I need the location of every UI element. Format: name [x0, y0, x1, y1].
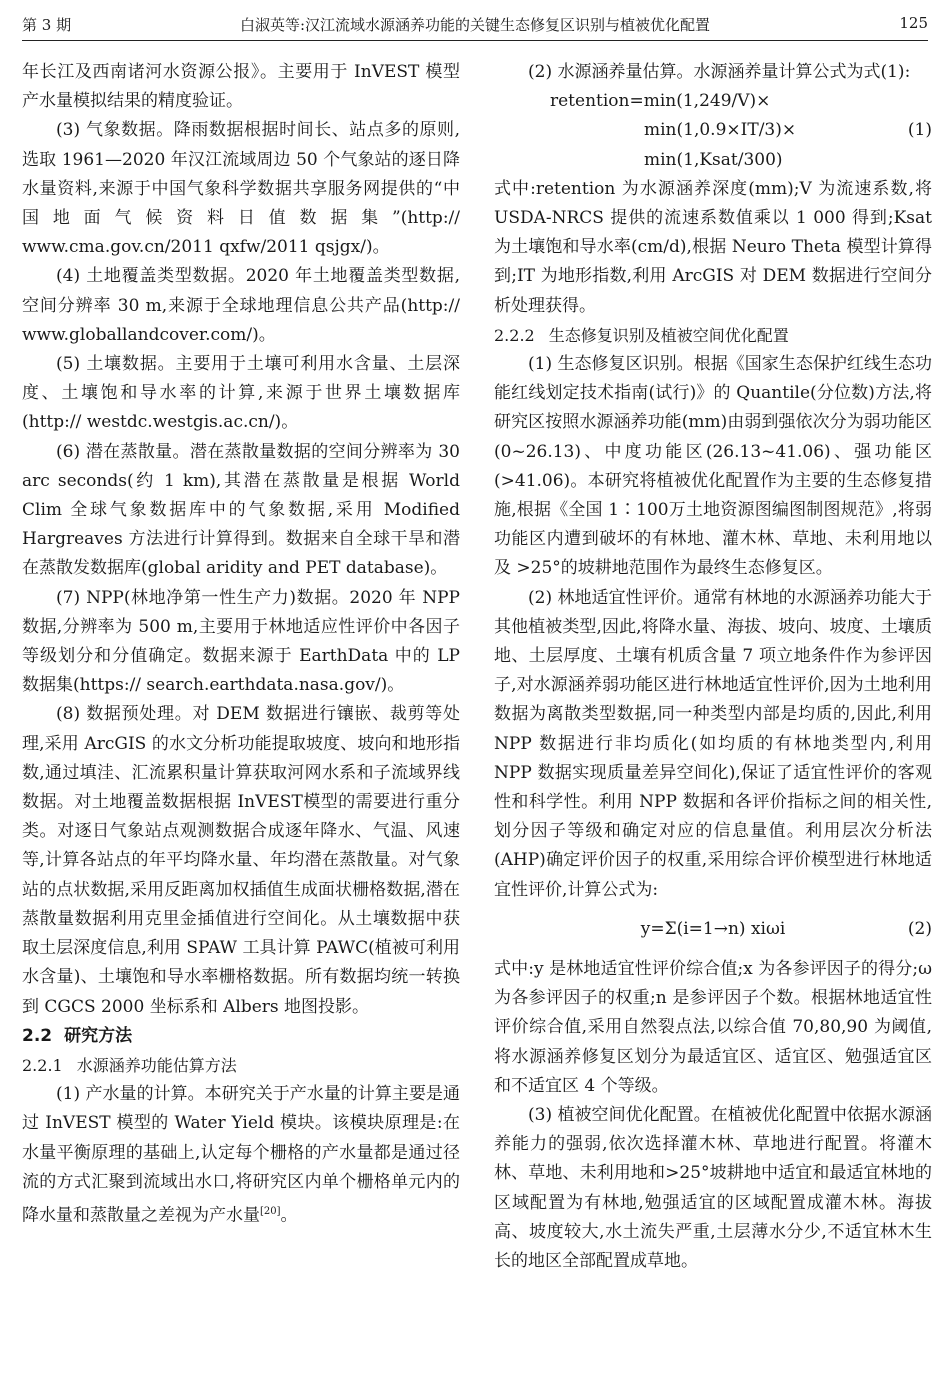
paragraph: (8) 数据预处理。对 DEM 数据进行镶嵌、裁剪等处理,采用 ArcGIS 的水文分析功能提取坡度、坡向和地形指数,通过填洼、汇流累积量计算获取河网水系和子流域界线数据。对土地覆盖数据根据 InVEST模型的需要进行重分类。对逐日气象站点观测数据合成逐年降水、气温、风速等,计算各站点的年平均降水量、年均潜在蒸散量。对气象站的点状数据,采用反距离加权插值生成面状栅格数据,潜在蒸散量数据利用克里金插值进行空间化。从土壤数据中获取土层深度信息,利用 SPAW 工具计算 PAWC(植被可利用水含量)、土壤饱和导水率栅格数据。所有数据均统一转换到 CGCS 2000 坐标系和 Albers 地图投影。 — [22, 704, 460, 1017]
subsection-number: 2.2.1 — [22, 1055, 63, 1075]
paragraph: 年长江及西南诸河水资源公报》。主要用于 InVEST 模型产水量模拟结果的精度验证。 — [22, 62, 460, 112]
section-number: 2.2 — [22, 1025, 53, 1046]
paragraph: (7) NPP(林地净第一性生产力)数据。2020 年 NPP 数据,分辨率为 500 m,主要用于林地适应性评价中各因子等级划分和分值确定。数据来源于 EarthData 中的 LP 数据集(https:// search.earthdata.nasa.gov/)。 — [22, 587, 460, 696]
paragraph: 式中:retention 为水源涵养深度(mm);V 为流速系数,将 USDA-NRCS 提供的流速系数值乘以 1 000 得到;Ksat 为土壤饱和导水率(cm/d),根据 Neuro Theta 模型计算得到;IT 为地形指数,利用 ArcGIS 对 DEM 数据进行空间分析处理获得。 — [494, 178, 932, 316]
equation-line: min(1,Ksat/300) — [644, 149, 783, 170]
right-column — [494, 58, 932, 1276]
paragraph: (1) 生态修复区识别。根据《国家生态保护红线生态功能红线划定技术指南(试行)》的 Quantile(分位数)方法,将研究区按照水源涵养功能(mm)由弱到强依次分为弱功能区(0~26.13)、中度功能区(26.13~41.06)、强功能区(>41.06)。本研究将植被优化配置作为主要的生态修复措施,根据《全国 1∶100万土地资源图编图制图规范》,将弱功能区内遭到破坏的有林地、灌木林、草地、未利用地以及 >25°的坡耕地范围作为最终生态修复区。 — [494, 354, 932, 579]
paragraph: 式中:y 是林地适宜性评价综合值;x 为各参评因子的得分;ω 为各参评因子的权重;n 是参评因子个数。根据林地适宜性评价综合值,采用自然裂点法,以综合值 70,80,90 为阈值,将水源涵养修复区划分为最适宜区、适宜区、勉强适宜区和不适宜区 4 个等级。 — [494, 958, 932, 1096]
running-title: 白淑英等:汉江流域水源涵养功能的关键生态修复区识别与植被优化配置 — [239, 16, 711, 34]
equation-1 — [494, 87, 932, 175]
equation-number: (2) — [907, 918, 932, 939]
paragraph: (5) 土壤数据。主要用于土壤可利用水含量、土层深度、土壤饱和导水率的计算,来源于世界土壤数据库(http:// westdc.westgis.ac.cn/)。 — [22, 354, 460, 433]
page-number: 125 — [899, 14, 928, 32]
equation-line: retention=min(1,249/V)× — [550, 91, 771, 112]
subsection-heading — [494, 321, 932, 350]
paragraph: (1) 产水量的计算。本研究关于产水量的计算主要是通过 InVEST 模型的 Water Yield 模块。该模块原理是:在水量平衡原理的基础上,认定每个栅格的产水量都是通过径流的方式汇聚到流域出水口,将研究区内单个栅格单元内的降水量和蒸散量之差视为产水量[20]。 — [22, 1084, 460, 1226]
section-title: 研究方法 — [64, 1025, 133, 1046]
equation-line: min(1,0.9×IT/3)× — [644, 120, 797, 141]
equation-number: (1) — [907, 120, 932, 141]
subsection-number: 2.2.2 — [494, 325, 535, 345]
equation-2 — [494, 905, 932, 955]
subsection-heading — [22, 1051, 460, 1080]
paragraph: (4) 土地覆盖类型数据。2020 年土地覆盖类型数据,空间分辨率 30 m,来源于全球地理信息公共产品(http:// www.globallandcover.com/)。 — [22, 266, 460, 345]
section-heading — [22, 1022, 460, 1051]
paragraph: (3) 气象数据。降雨数据根据时间长、站点多的原则,选取 1961—2020 年汉江流域周边 50 个气象站的逐日降水量资料,来源于中国气象科学数据共享服务网提供的“中国地面气候资料日值数据集”(http:// www.cma.gov.cn/2011 qxfw/2011 qsjgx/)。 — [22, 120, 460, 258]
left-column — [22, 58, 460, 1231]
issue-number: 第 3 期 — [22, 16, 72, 34]
paragraph: (6) 潜在蒸散量。潜在蒸散量数据的空间分辨率为 30 arc seconds(约 1 km),其潜在蒸散量是根据 World Clim 全球气象数据库中的气象数据,采用 Modified Hargreaves 方法进行计算得到。数据来自全球干旱和潜在蒸散发数据库(global aridity and PET database)。 — [22, 441, 460, 579]
paragraph: (3) 植被空间优化配置。在植被优化配置中依据水源涵养能力的强弱,依次选择灌木林、草地进行配置。将灌木林、草地、未利用地和>25°坡耕地中适宜和最适宜林地的区域配置为有林地,勉强适宜的区域配置成灌木林。海拔高、坡度较大,水土流失严重,土层薄水分少,不适宜林木生长的地区全部配置成草地。 — [494, 1104, 932, 1271]
paragraph: (2) 林地适宜性评价。通常有林地的水源涵养功能大于其他植被类型,因此,将降水量、海拔、坡向、坡度、土壤质地、土层厚度、土壤有机质含量 7 项立地条件作为参评因子,对水源涵养弱功能区进行林地适宜性评价,因为土地利用数据为离散类型数据,同一种类型内部是均质的,因此,利用 NPP 数据进行非均质化(如均质的有林地类型内,利用 NPP 数据实现质量差异空间化),保证了适宜性评价的客观性和科学性。利用 NPP 数据和各评价指标之间的相关性,划分因子等级和确定对应的信息量值。利用层次分析法(AHP)确定评价因子的权重,采用综合评价模型进行林地适宜性评价,计算公式为: — [494, 587, 932, 900]
equation-line: y=Σ(i=1→n) xiωi — [640, 918, 786, 939]
subsection-title: 生态修复识别及植被空间优化配置 — [548, 325, 789, 345]
paragraph: (2) 水源涵养量估算。水源涵养量计算公式为式(1): — [528, 62, 911, 82]
page-header — [22, 0, 928, 41]
citation: [20] — [260, 1205, 281, 1217]
subsection-title: 水源涵养功能估算方法 — [76, 1055, 237, 1075]
